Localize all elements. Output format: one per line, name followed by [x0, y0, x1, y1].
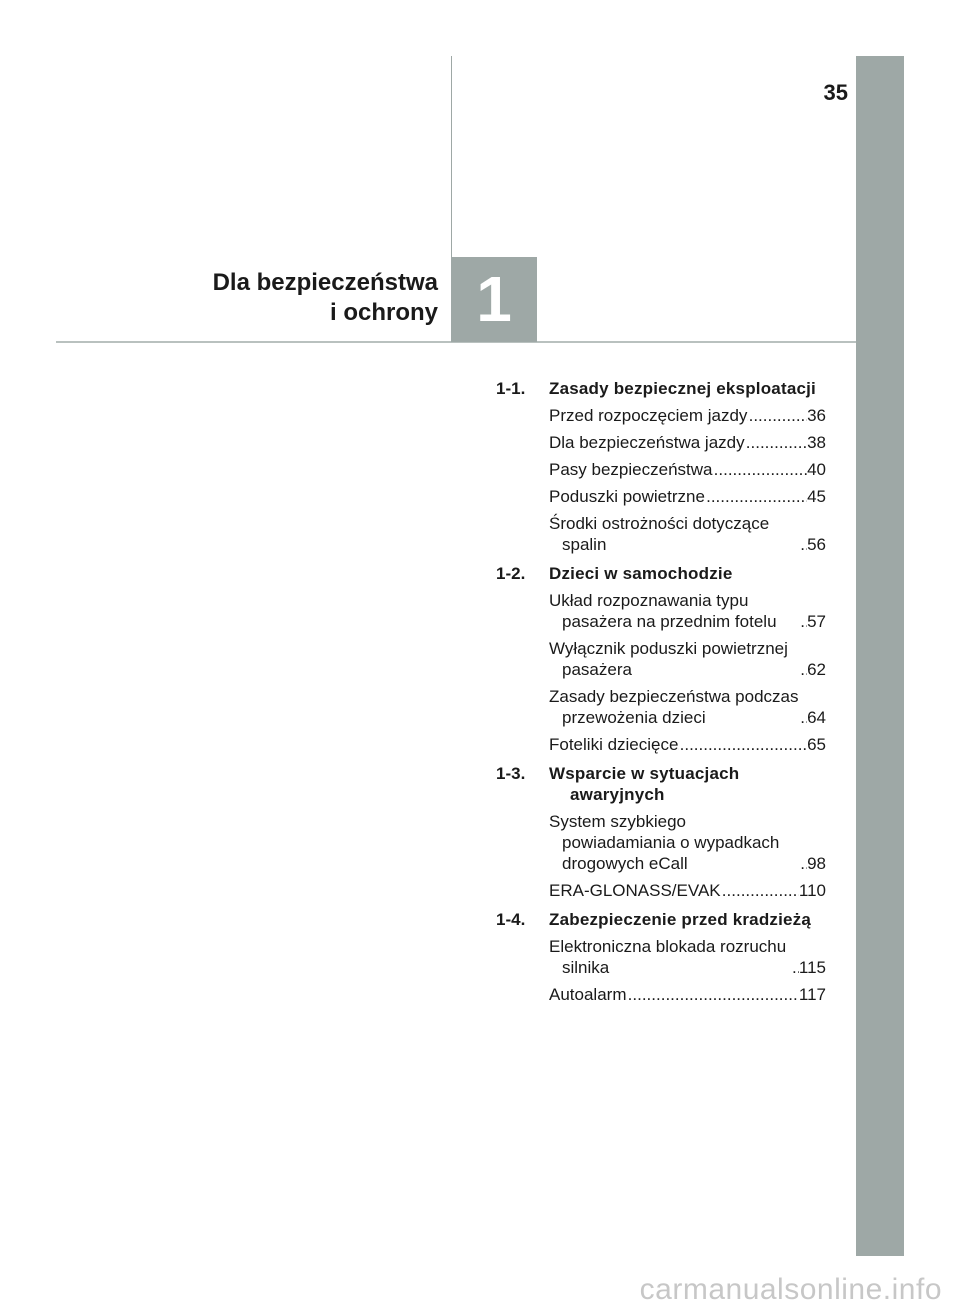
dot-leader: [799, 534, 807, 555]
toc-entry[interactable]: [549, 984, 826, 1005]
toc-entry[interactable]: [549, 405, 826, 426]
section-title: Wsparcie w sytuacjach awaryjnych: [549, 764, 740, 804]
section-title: Zabezpieczenie przed kradzieżą: [549, 910, 812, 929]
entry-label: Autoalarm: [549, 985, 627, 1004]
dot-leader: [799, 707, 807, 728]
entry-page: 36: [807, 406, 826, 425]
entry-label: Przed rozpoczęciem jazdy: [549, 406, 748, 425]
section-title: Zasady bezpiecznej eksploatacji: [549, 379, 816, 398]
entry-label: Foteliki dziecięce: [549, 735, 679, 754]
dot-leader: [721, 880, 799, 901]
entry-page: 57: [807, 612, 826, 631]
entry-label: Zasady bezpieczeństwa podczas przewożenia dzieci: [549, 687, 799, 727]
toc-entry[interactable]: [549, 486, 826, 507]
toc-entry[interactable]: [549, 459, 826, 480]
section-number: 1-3.: [496, 764, 526, 783]
dot-leader: [799, 611, 807, 632]
dot-leader: [705, 486, 807, 507]
dot-leader: [747, 405, 807, 426]
entry-label: Układ rozpoznawania typu pasażera na przednim fotelu: [549, 591, 777, 631]
entry-label: Wyłącznik poduszki powietrznej pasażera: [549, 639, 788, 679]
chapter-number-badge: 1: [451, 257, 537, 342]
entry-page: 56: [807, 535, 826, 554]
entry-page: 117: [798, 985, 826, 1004]
toc-entry[interactable]: [549, 880, 826, 901]
section-title: Dzieci w samochodzie: [549, 564, 733, 583]
entry-page: 110: [798, 881, 826, 900]
toc-entry[interactable]: [549, 734, 826, 755]
dot-leader: [799, 659, 807, 680]
dot-leader: [745, 432, 807, 453]
toc-entry[interactable]: [549, 432, 826, 453]
entry-page: 115: [798, 958, 826, 977]
entry-label: System szybkiego powiadamiania o wypadkach drogowych eCall: [549, 812, 780, 873]
chapter-title: [213, 268, 438, 328]
dot-leader: [626, 984, 798, 1005]
dot-leader: [799, 853, 807, 874]
dot-leader: [791, 957, 799, 978]
toc-section-1-4[interactable]: [496, 909, 826, 930]
entry-page: 98: [807, 854, 826, 873]
section-number: 1-4.: [496, 910, 526, 929]
toc-section-1-2[interactable]: [496, 563, 826, 584]
entry-label: Elektroniczna blokada rozruchu silnika: [549, 937, 787, 977]
entry-page: 38: [807, 433, 826, 452]
chapter-title-line-1: Dla bezpieczeństwa: [212, 269, 438, 296]
toc-entry[interactable]: [549, 638, 826, 680]
entry-page: 45: [807, 487, 826, 506]
watermark: carmanualsonline.info: [639, 1273, 942, 1306]
chapter-title-line-2: i ochrony: [329, 299, 438, 326]
entry-label: Poduszki powietrzne: [549, 487, 705, 506]
toc-entry[interactable]: [549, 590, 826, 632]
toc-entry[interactable]: [549, 811, 826, 874]
chapter-side-tab: [856, 56, 904, 1256]
dot-leader: [712, 459, 807, 480]
entry-page: 62: [807, 660, 826, 679]
toc-entry[interactable]: [549, 513, 826, 555]
dot-leader: [678, 734, 807, 755]
entry-label: ERA-GLONASS/EVAK: [549, 881, 721, 900]
toc-section-1-1[interactable]: [496, 378, 826, 399]
entry-page: 65: [807, 735, 826, 754]
entry-label: Dla bezpieczeństwa jazdy: [549, 433, 745, 452]
section-number: 1-1.: [496, 379, 526, 398]
section-number: 1-2.: [496, 564, 526, 583]
entry-label: Środki ostrożności dotyczące spalin: [549, 514, 770, 554]
toc-entry[interactable]: [549, 936, 826, 978]
toc-entry[interactable]: [549, 686, 826, 728]
toc-section-1-3[interactable]: [496, 763, 826, 805]
page-number: 35: [823, 80, 848, 105]
table-of-contents: [496, 378, 826, 1005]
entry-page: 64: [807, 708, 826, 727]
entry-label: Pasy bezpieczeństwa: [549, 460, 713, 479]
entry-page: 40: [807, 460, 826, 479]
